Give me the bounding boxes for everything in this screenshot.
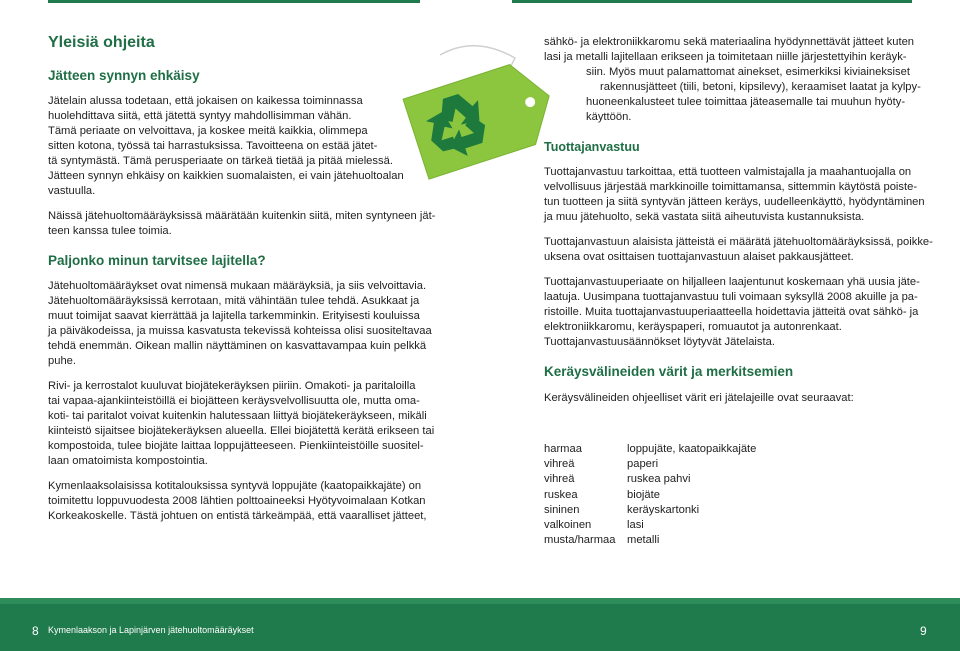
paragraph-producer-definition xyxy=(544,165,925,225)
waste-type: loppujäte, kaatopaikkajäte xyxy=(627,443,757,455)
color-table-row xyxy=(544,488,756,503)
container-color-table xyxy=(544,442,756,548)
footer-bar xyxy=(0,598,960,651)
paragraph-hazardous-continued xyxy=(544,35,921,125)
text-line: tun tuotteen ja siitä syntyvän jätteen keräys, uudelleenkäyttö, hyödyntäminen xyxy=(544,196,925,208)
text-line: kompostoida, tulee biojäte laittaa loppujätteeseen. Pienkiinteistöille suositel- xyxy=(48,440,424,452)
text-line: Jätehuoltomääräyksissä kerrotaan, mitä vähintään tulee tehdä. Asukkaat ja xyxy=(48,295,420,307)
text-line: tehdä enemmän. Oikean mallin näyttäminen on kasvattavampaa kuin pelkkä xyxy=(48,340,427,352)
text-line: Tuottajanvastuusäännökset löytyvät Jätelaista. xyxy=(544,336,775,348)
right-page-number: 9 xyxy=(920,624,927,638)
text-line: Jätelain alussa todetaan, että jokaisen on kaikessa toiminnassa xyxy=(48,95,363,107)
section-heading-prevention: Jätteen synnyn ehkäisy xyxy=(48,68,200,83)
paragraph-sorting xyxy=(48,279,432,369)
text-line: Tuottajanvastuuperiaate on hiljalleen laajentunut koskemaan yhä uusia jäte- xyxy=(544,276,920,288)
text-line: sähkö- ja elektroniikkaromu sekä materiaalina hyödynnettävät jätteet kuten xyxy=(544,36,915,48)
footer-stripe xyxy=(0,598,960,604)
text-line: ristoille. Muita tuottajanvastuuperiaatteella hoidettavia jätteitä ovat sähkö- ja xyxy=(544,306,919,318)
recycling-tag-icon xyxy=(385,40,565,180)
container-color: valkoinen xyxy=(544,519,592,532)
section-heading-sorting: Paljonko minun tarvitsee lajitella? xyxy=(48,253,266,268)
text-line: Jätteen synnyn ehkäisy on kaikkien suomalaisten, ei vain jätehuoltoalan xyxy=(48,170,404,182)
text-line: kiinteistö sijaitsee biojätekeräyksen alueella. Ellei biojätettä kerätä erikseen tai xyxy=(48,425,435,437)
color-table-row xyxy=(544,503,756,518)
text-line: käyttöön. xyxy=(586,111,632,123)
text-line: ja päiväkodeissa, ja muissa kasvatusta tekevissä kohteissa olisi suositeltavaa xyxy=(48,325,432,337)
paragraph-residual-waste xyxy=(48,479,427,524)
text-line: koti- tai paritalot voivat kuitenkin halutessaan liittyä biojätekeräykseen, mikäli xyxy=(48,410,427,422)
color-table-row xyxy=(544,457,756,472)
text-line: Tuottajanvastuun alaisista jätteistä ei määrätä jätehuoltomääräyksissä, poikke- xyxy=(544,236,933,248)
text-line: Korkeakoskelle. Tästä johtuen on entistä tärkeämpää, että vaaralliset jätteet, xyxy=(48,510,427,522)
text-line: Näissä jätehuoltomääräyksissä määrätään kuitenkin siitä, miten syntyneen jät- xyxy=(48,210,436,222)
text-line: Tuottajanvastuu tarkoittaa, että tuotteen valmistajalla ja maahantuojalla on xyxy=(544,166,912,178)
color-table-row xyxy=(544,533,756,548)
text-line: toimitettu loppuvuodesta 2008 lähtien polttoaineeksi Hyötyvoimalaan Kotkan xyxy=(48,495,426,507)
waste-type: lasi xyxy=(627,519,644,532)
text-line: huoneenkalusteet tulee toimittaa jäteasemalle tai muuhun hyöty- xyxy=(586,96,906,108)
text-line: laan omatoimista kompostointia. xyxy=(48,455,208,467)
text-line: lasi ja metalli lajitellaan erikseen ja toimitetaan niille järjestettyihin keräyk- xyxy=(544,51,907,63)
color-table-row xyxy=(544,442,756,457)
container-color: vihreä xyxy=(544,473,575,486)
paragraph-biowaste xyxy=(48,379,435,469)
text-line: sitten kotona, työssä tai harrastuksissa. Tavoitteena on estää jätet- xyxy=(48,140,378,152)
waste-type: metalli xyxy=(627,534,660,547)
left-page-number: 8 xyxy=(32,624,39,638)
text-line: laatuja. Uusimpana tuottajanvastuu tuli voimaan syksyllä 2008 akuille ja pa- xyxy=(544,291,918,303)
text-line: siin. Myös muut palamattomat ainekset, esimerkiksi kiviaineksiset xyxy=(586,66,910,78)
text-line: Tämä periaate on velvoittava, ja koskee meitä kaikkia, olimmepa xyxy=(48,125,368,137)
waste-type: ruskea pahvi xyxy=(627,473,691,486)
text-line: puhe. xyxy=(48,355,76,367)
publication-title: Kymenlaakson ja Lapinjärven jätehuoltomääräykset xyxy=(48,625,254,635)
text-line: teen kanssa tulee toimia. xyxy=(48,225,172,237)
waste-type: paperi xyxy=(627,458,659,471)
text-line: tai vapaa-ajankiinteistöillä ei biojätteen keräysvelvollisuutta ole, mutta oma- xyxy=(48,395,420,407)
top-rule-left xyxy=(48,0,420,3)
text-line: Rivi- ja kerrostalot kuuluvat biojätekeräyksen piiriin. Omakoti- ja paritaloilla xyxy=(48,380,416,392)
page-title: Yleisiä ohjeita xyxy=(48,34,155,51)
text-line: Kymenlaaksolaisissa kotitalouksissa syntyvä loppujäte (kaatopaikkajäte) on xyxy=(48,480,422,492)
paragraph-producer-expansion xyxy=(544,275,920,350)
right-column xyxy=(544,35,933,406)
text-line: elektroniikkaromu, keräyspaperi, romuautot ja autonrenkaat. xyxy=(544,321,842,333)
text-line: muut toimijat saavat kierrättää ja lajitella tarkemminkin. Erityisesti kouluissa xyxy=(48,310,420,322)
waste-type: keräyskartonki xyxy=(627,503,700,516)
left-column xyxy=(48,33,436,524)
section-heading-container-colors: Keräysvälineiden värit ja merkitsemien xyxy=(544,364,794,379)
waste-type: biojäte xyxy=(627,488,660,501)
text-line: velvollisuus järjestää markkinoille toimittamansa, sittemmin käytöstä poiste- xyxy=(544,181,918,193)
text-line: huolehdittava siitä, että jätettä syntyy mahdollisimman vähän. xyxy=(48,110,352,122)
top-rule-right xyxy=(512,0,912,3)
container-color: ruskea xyxy=(544,488,578,501)
text-line: rakennusjätteet (tiili, betoni, kipsilevy), keraamiset laatat ja kylpy- xyxy=(600,81,921,93)
text-line: uksena ovat osittaisen tuottajanvastuun alaiset pakkausjätteet. xyxy=(544,251,854,263)
paragraph-prevention xyxy=(48,94,418,199)
color-table-row xyxy=(544,518,756,533)
text-line: Jätehuoltomääräykset ovat nimensä mukaan määräyksiä, ja siis velvoittavia. xyxy=(48,280,427,292)
paragraph-colors-intro: Keräysvälineiden ohjeelliset värit eri jätelajeille ovat seuraavat: xyxy=(544,392,854,404)
paragraph-regulations xyxy=(48,209,436,239)
container-color: sininen xyxy=(544,503,580,516)
text-line: vastuulla. xyxy=(48,185,96,197)
container-color: musta/harmaa xyxy=(544,534,616,547)
container-color: vihreä xyxy=(544,458,575,471)
text-line: ja muu jätehuolto, sekä vastata siitä aiheutuvista kustannuksista. xyxy=(544,211,865,223)
color-table-row xyxy=(544,472,756,487)
text-line: tä syntymästä. Tämä perusperiaate on tärkeä tietää ja pitää mielessä. xyxy=(48,155,393,167)
section-heading-producer-responsibility: Tuottajanvastuu xyxy=(544,140,640,154)
container-color: harmaa xyxy=(544,443,582,455)
paragraph-producer-exceptions xyxy=(544,235,933,265)
